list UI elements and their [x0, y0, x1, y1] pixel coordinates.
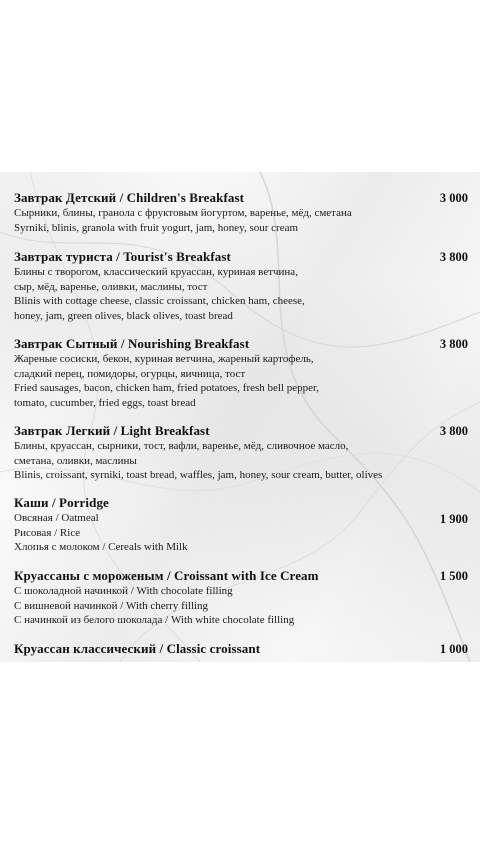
item-name: Завтрак Легкий / Light Breakfast — [14, 423, 210, 438]
item-description: Blinis with cottage cheese, classic croissant, chicken ham, cheese, — [14, 295, 305, 308]
item-name: Завтрак Сытный / Nourishing Breakfast — [14, 336, 250, 351]
item-description: Овсяная / Oatmeal — [14, 512, 99, 524]
item-price: 3 000 — [439, 191, 468, 205]
item-name: Завтрак туриста / Tourist's Breakfast — [14, 249, 231, 264]
menu-item — [14, 495, 470, 555]
item-description: Blinis, croissant, syrniki, toast bread, waffles, jam, honey, sour cream, butter, olives — [14, 469, 383, 482]
menu-item — [14, 568, 470, 628]
item-name: Каши / Porridge — [14, 495, 109, 510]
item-name: Круассан классический / Classic croissant — [14, 641, 261, 656]
item-description: honey, jam, green olives, black olives, toast bread — [14, 309, 233, 322]
item-description: Хлопья с молоком / Cereals with Milk — [14, 541, 188, 554]
item-description: С начинкой из белого шоколада / With white chocolate filling — [14, 614, 295, 627]
item-description: Fried sausages, bacon, chicken ham, fried potatoes, fresh bell pepper, — [14, 382, 320, 395]
menu-item — [14, 249, 470, 323]
item-description: Рисовая / Rice — [14, 526, 81, 539]
item-price: 3 800 — [439, 424, 468, 438]
menu-item — [14, 423, 470, 483]
item-description: tomato, cucumber, fried eggs, toast bread — [14, 396, 196, 409]
item-price: 1 900 — [439, 512, 468, 526]
item-name: Завтрак Детский / Children's Breakfast — [14, 190, 245, 205]
item-description: Жареные сосиски, бекон, куриная ветчина, жареный картофель, — [14, 353, 314, 365]
item-price: 1 500 — [439, 569, 468, 583]
item-description: Сырники, блины, гранола с фруктовым йогуртом, варенье, мёд, сметана — [14, 207, 352, 219]
menu-item — [14, 190, 470, 235]
item-description: Блины с творогом, классический круассан, куриная ветчина, — [14, 266, 298, 278]
item-description: Syrniki, blinis, granola with fruit yogurt, jam, honey, sour cream — [14, 221, 299, 234]
item-name: Круассаны с мороженым / Croissant with Ice Cream — [14, 568, 319, 583]
item-description: сметана, оливки, маслины — [14, 454, 137, 467]
menu-item — [14, 336, 470, 410]
item-description: Блины, круассан, сырники, тост, вафли, варенье, мёд, сливочное масло, — [14, 440, 349, 452]
item-description: сыр, мёд, варенье, оливки, маслины, тост — [14, 280, 208, 293]
item-price: 3 800 — [439, 250, 468, 264]
menu-page — [0, 172, 480, 662]
item-price: 1 000 — [439, 642, 468, 656]
item-description: С шоколадной начинкой / With chocolate filling — [14, 585, 233, 597]
item-description: сладкий перец, помидоры, огурцы, яичница, тост — [14, 367, 246, 380]
item-description: С вишневой начинкой / With cherry filling — [14, 599, 209, 612]
item-price: 3 800 — [439, 337, 468, 351]
menu-item — [14, 641, 470, 657]
